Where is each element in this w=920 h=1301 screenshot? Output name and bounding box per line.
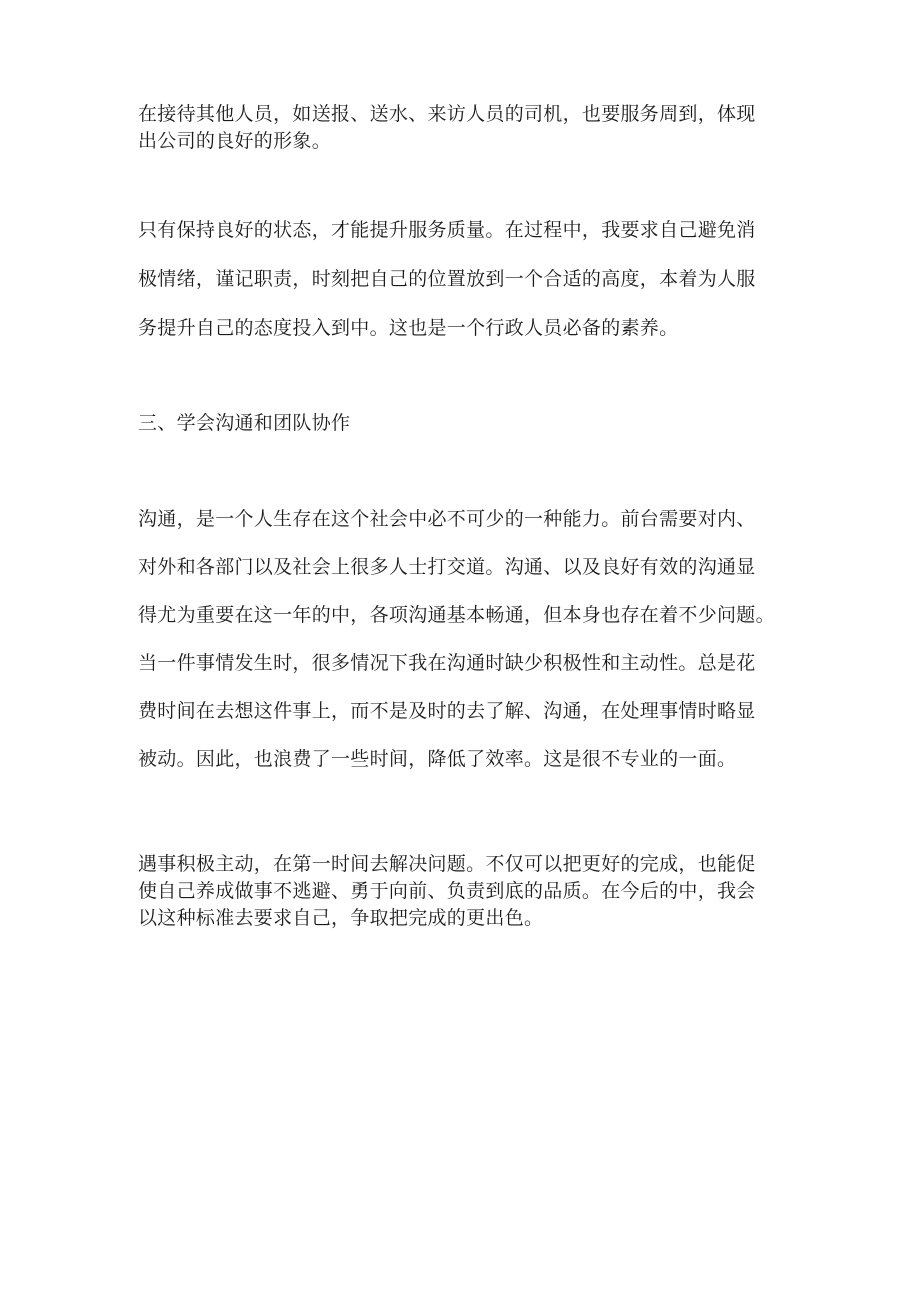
text-line: 只有保持良好的状态，才能提升服务质量。在过程中，我要求自己避免消 <box>138 219 756 241</box>
text-line: 使自己养成做事不逃避、勇于向前、负责到底的品质。在今后的中，我会 <box>138 880 756 902</box>
text-line: 沟通，是一个人生存在这个社会中必不可少的一种能力。前台需要对内、 <box>138 508 756 530</box>
text-line: 务提升自己的态度投入到中。这也是一个行政人员必备的素养。 <box>138 317 679 339</box>
text-line: 被动。因此，也浪费了一些时间，降低了效率。这是很不专业的一面。 <box>138 748 737 770</box>
section-heading: 三、学会沟通和团队协作 <box>138 412 351 434</box>
text-line: 在接待其他人员，如送报、送水、来访人员的司机，也要服务周到，体现 <box>138 103 756 125</box>
text-line: 遇事积极主动，在第一时间去解决问题。不仅可以把更好的完成，也能促 <box>138 853 756 875</box>
text-line: 以这种标准去要求自己，争取把完成的更出色。 <box>138 907 544 929</box>
text-line: 对外和各部门以及社会上很多人士打交道。沟通、以及良好有效的沟通显 <box>138 556 756 578</box>
text-line: 极情绪，谨记职责，时刻把自己的位置放到一个合适的高度，本着为人服 <box>138 268 756 290</box>
text-line: 出公司的良好的形象。 <box>138 130 332 152</box>
text-line: 当一件事情发生时，很多情况下我在沟通时缺少积极性和主动性。总是花 <box>138 652 756 674</box>
text-line: 得尤为重要在这一年的中，各项沟通基本畅通，但本身也存在着不少问题。 <box>138 604 775 626</box>
text-line: 费时间在去想这件事上，而不是及时的去了解、沟通，在处理事情时略显 <box>138 700 756 722</box>
